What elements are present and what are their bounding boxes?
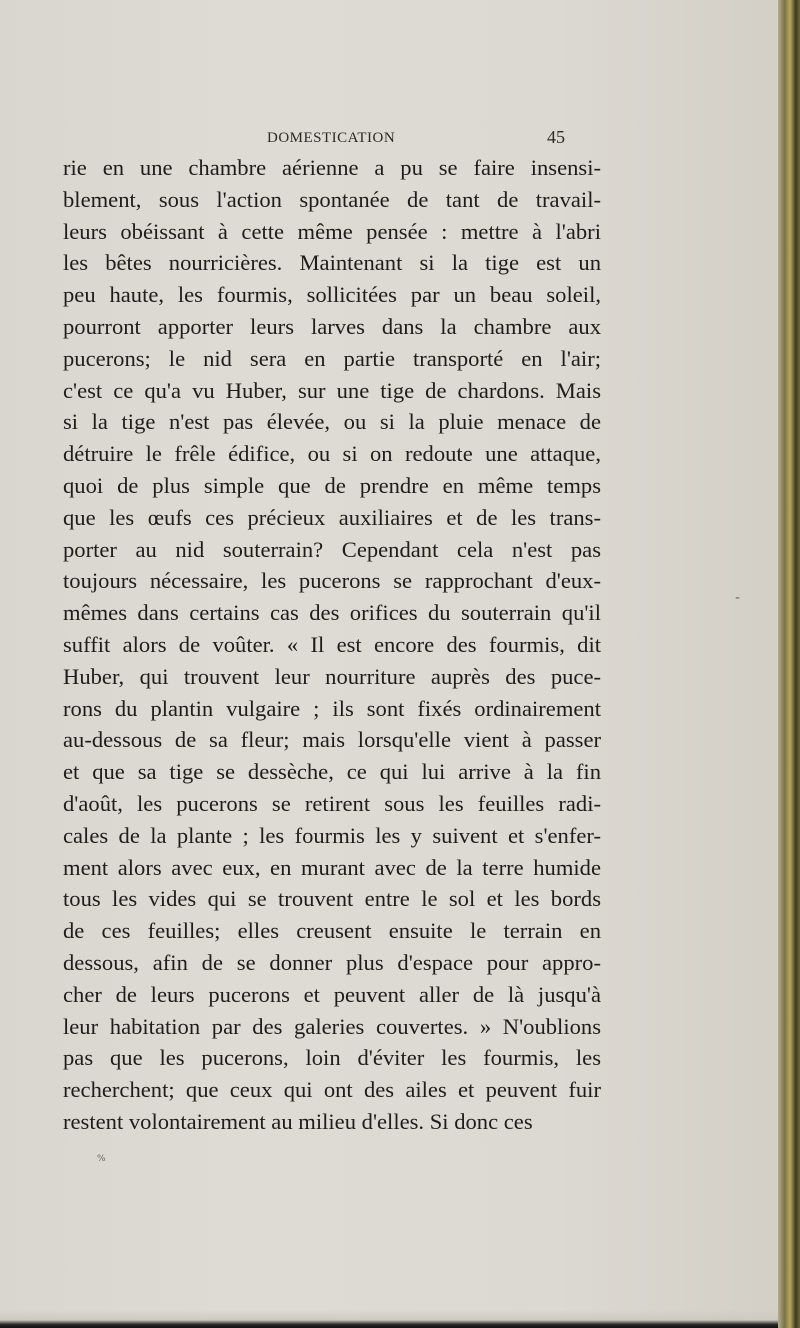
page-number: 45 xyxy=(547,127,565,147)
text-line: que les œufs ces précieux auxiliaires et de les trans- xyxy=(63,504,601,530)
text-line: pourront apporter leurs larves dans la chambre aux xyxy=(63,313,601,339)
body-text xyxy=(63,152,601,1138)
running-head: DOMESTICATION xyxy=(267,130,396,146)
text-line: ment alors avec eux, en murant avec de la terre humide xyxy=(63,854,601,880)
text-line: rie en une chambre aérienne a pu se faire insensi- xyxy=(63,155,601,180)
text-line: quoi de plus simple que de prendre en même temps xyxy=(63,472,601,498)
text-line: tous les vides qui se trouvent entre le sol et les bords xyxy=(63,886,601,912)
text-line: dessous, afin de se donner plus d'espace pour appro- xyxy=(63,949,601,975)
text-line: si la tige n'est pas élevée, ou si la pluie menace de xyxy=(63,409,601,435)
page-bottom-shadow xyxy=(0,1310,790,1328)
text-line: les bêtes nourricières. Maintenant si la tige est un xyxy=(63,250,601,276)
text-line: leur habitation par des galeries couvertes. » N'oublions xyxy=(63,1013,601,1039)
text-line: recherchent; que ceux qui ont des ailes et peuvent fuir xyxy=(63,1077,601,1103)
text-line: cales de la plante ; les fourmis les y suivent et s'enfer- xyxy=(63,822,601,848)
text-line: restent volontairement au milieu d'elles. Si donc ces xyxy=(63,1108,533,1134)
text-line: de ces feuilles; elles creusent ensuite le terrain en xyxy=(63,918,601,944)
text-line: détruire le frêle édifice, ou si on redoute une attaque, xyxy=(63,441,601,467)
text-line: toujours nécessaire, les pucerons se rapprochant d'eux- xyxy=(63,568,601,594)
text-line: cher de leurs pucerons et peuvent aller de là jusqu'à xyxy=(63,981,601,1007)
text-line: au-dessous de sa fleur; mais lorsqu'elle vient à passer xyxy=(63,727,601,753)
text-line: rons du plantin vulgaire ; ils sont fixés ordinairement xyxy=(63,695,601,721)
text-line: leurs obéissant à cette même pensée : mettre à l'abri xyxy=(63,218,601,244)
text-line: porter au nid souterrain? Cependant cela n'est pas xyxy=(63,536,601,562)
text-line: suffit alors de voûter. « Il est encore des fourmis, dit xyxy=(63,631,601,657)
text-line: pucerons; le nid sera en partie transporté en l'air; xyxy=(63,345,601,371)
text-line: blement, sous l'action spontanée de tant de travail- xyxy=(63,186,601,212)
text-line: peu haute, les fourmis, sollicitées par un beau soleil, xyxy=(63,282,601,308)
text-line: mêmes dans certains cas des orifices du souterrain qu'il xyxy=(63,600,601,626)
text-line: d'août, les pucerons se retirent sous les feuilles radi- xyxy=(63,790,601,816)
page-header xyxy=(0,128,790,152)
text-line: pas que les pucerons, loin d'éviter les fourmis, les xyxy=(63,1045,601,1071)
text-line: et que sa tige se dessèche, ce qui lui arrive à la fin xyxy=(63,759,601,785)
text-line: Huber, qui trouvent leur nourriture auprès des puce- xyxy=(63,663,601,689)
footer-mark: % xyxy=(97,1154,106,1164)
book-edge xyxy=(778,0,800,1328)
text-line: c'est ce qu'a vu Huber, sur une tige de chardons. Mais xyxy=(63,377,601,403)
margin-dash: - xyxy=(735,590,741,606)
